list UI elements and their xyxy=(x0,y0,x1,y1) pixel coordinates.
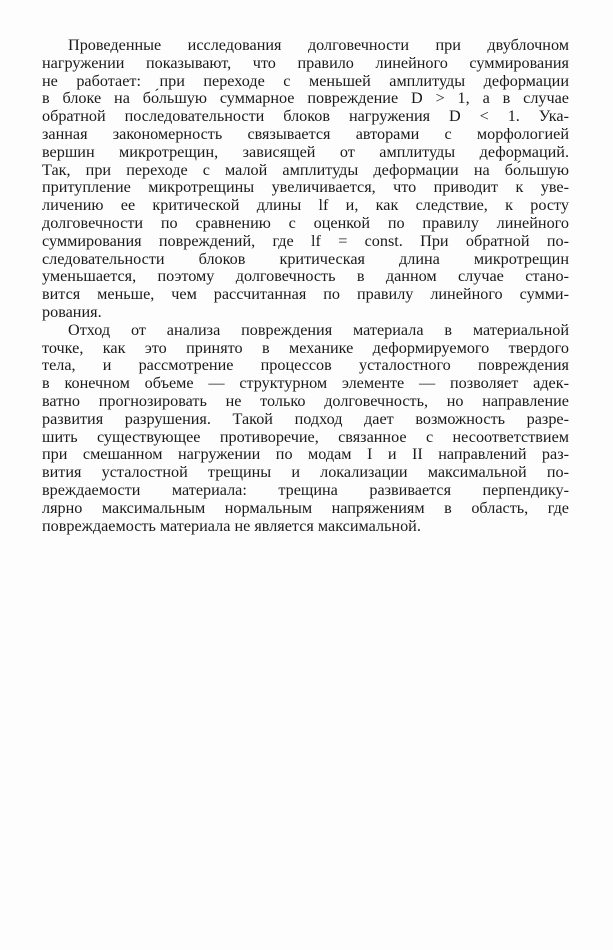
text-line: тела, и рассмотрение процессов усталостного повреждения xyxy=(42,356,569,375)
text-line: вершин микротрещин, зависящей от амплитуды деформаций. xyxy=(42,142,569,161)
text-line: долговечности по сравнению с оценкой по правилу линейного xyxy=(42,213,569,232)
text-line: не работает: при переходе с меньшей амплитуды деформации xyxy=(42,71,569,90)
body-text xyxy=(42,37,569,535)
text-line: при смешанном нагружении по модам I и II направлений раз- xyxy=(42,445,569,464)
text-line: вится меньше, чем рассчитанная по правилу линейного сумми- xyxy=(42,285,569,304)
text-line: лярно максимальным нормальным напряжениям в область, где xyxy=(42,498,569,517)
text-line: ватно прогнозировать не только долговечность, но направление xyxy=(42,391,569,410)
text-line: развития разрушения. Такой подход дает возможность разре- xyxy=(42,409,569,428)
text-line: нагружении показывают, что правило линейного суммирования xyxy=(42,53,569,72)
text-line: занная закономерность связывается авторами с морфологией xyxy=(42,124,569,143)
text-line: вития усталостной трещины и локализации максимальной по- xyxy=(42,463,569,482)
paragraph-1 xyxy=(42,37,569,322)
text-line: личению ее критической длины lf и, как следствие, к росту xyxy=(42,196,569,215)
text-line: точке, как это принято в механике деформируемого твердого xyxy=(42,338,569,357)
paragraph-2 xyxy=(42,322,569,536)
text-line: Проведенные исследования долговечности при двублочном xyxy=(68,36,569,54)
text-line: Отход от анализа повреждения материала в материальной xyxy=(68,320,569,339)
text-line: рования. xyxy=(42,302,102,321)
text-line: шить существующее противоречие, связанное с несоответствием xyxy=(42,427,569,446)
text-line: Так, при переходе с малой амплитуды деформации на бо́льшую xyxy=(42,160,569,179)
text-line: врeждаемости материала: трещина развивается перпендику- xyxy=(42,480,569,499)
text-line: притупление микротрещины увеличивается, что приводит к уве- xyxy=(42,178,569,197)
text-line: следовательности блоков критическая длина микротрещин xyxy=(42,249,569,268)
text-line: в конечном объеме — структурном элементе — позволяет адек- xyxy=(42,374,569,393)
text-line: суммирования повреждений, где lf = const. При обратной по- xyxy=(42,231,569,250)
text-line: уменьшается, поэтому долговечность в данном случае стано- xyxy=(42,267,569,286)
text-line: поврeждаемость материала не является максимальной. xyxy=(42,516,421,535)
text-line: обратной последовательности блоков нагружения D < 1. Ука- xyxy=(42,107,569,126)
text-line: в блоке на бо́льшую суммарное повреждение D > 1, а в случае xyxy=(42,89,569,108)
